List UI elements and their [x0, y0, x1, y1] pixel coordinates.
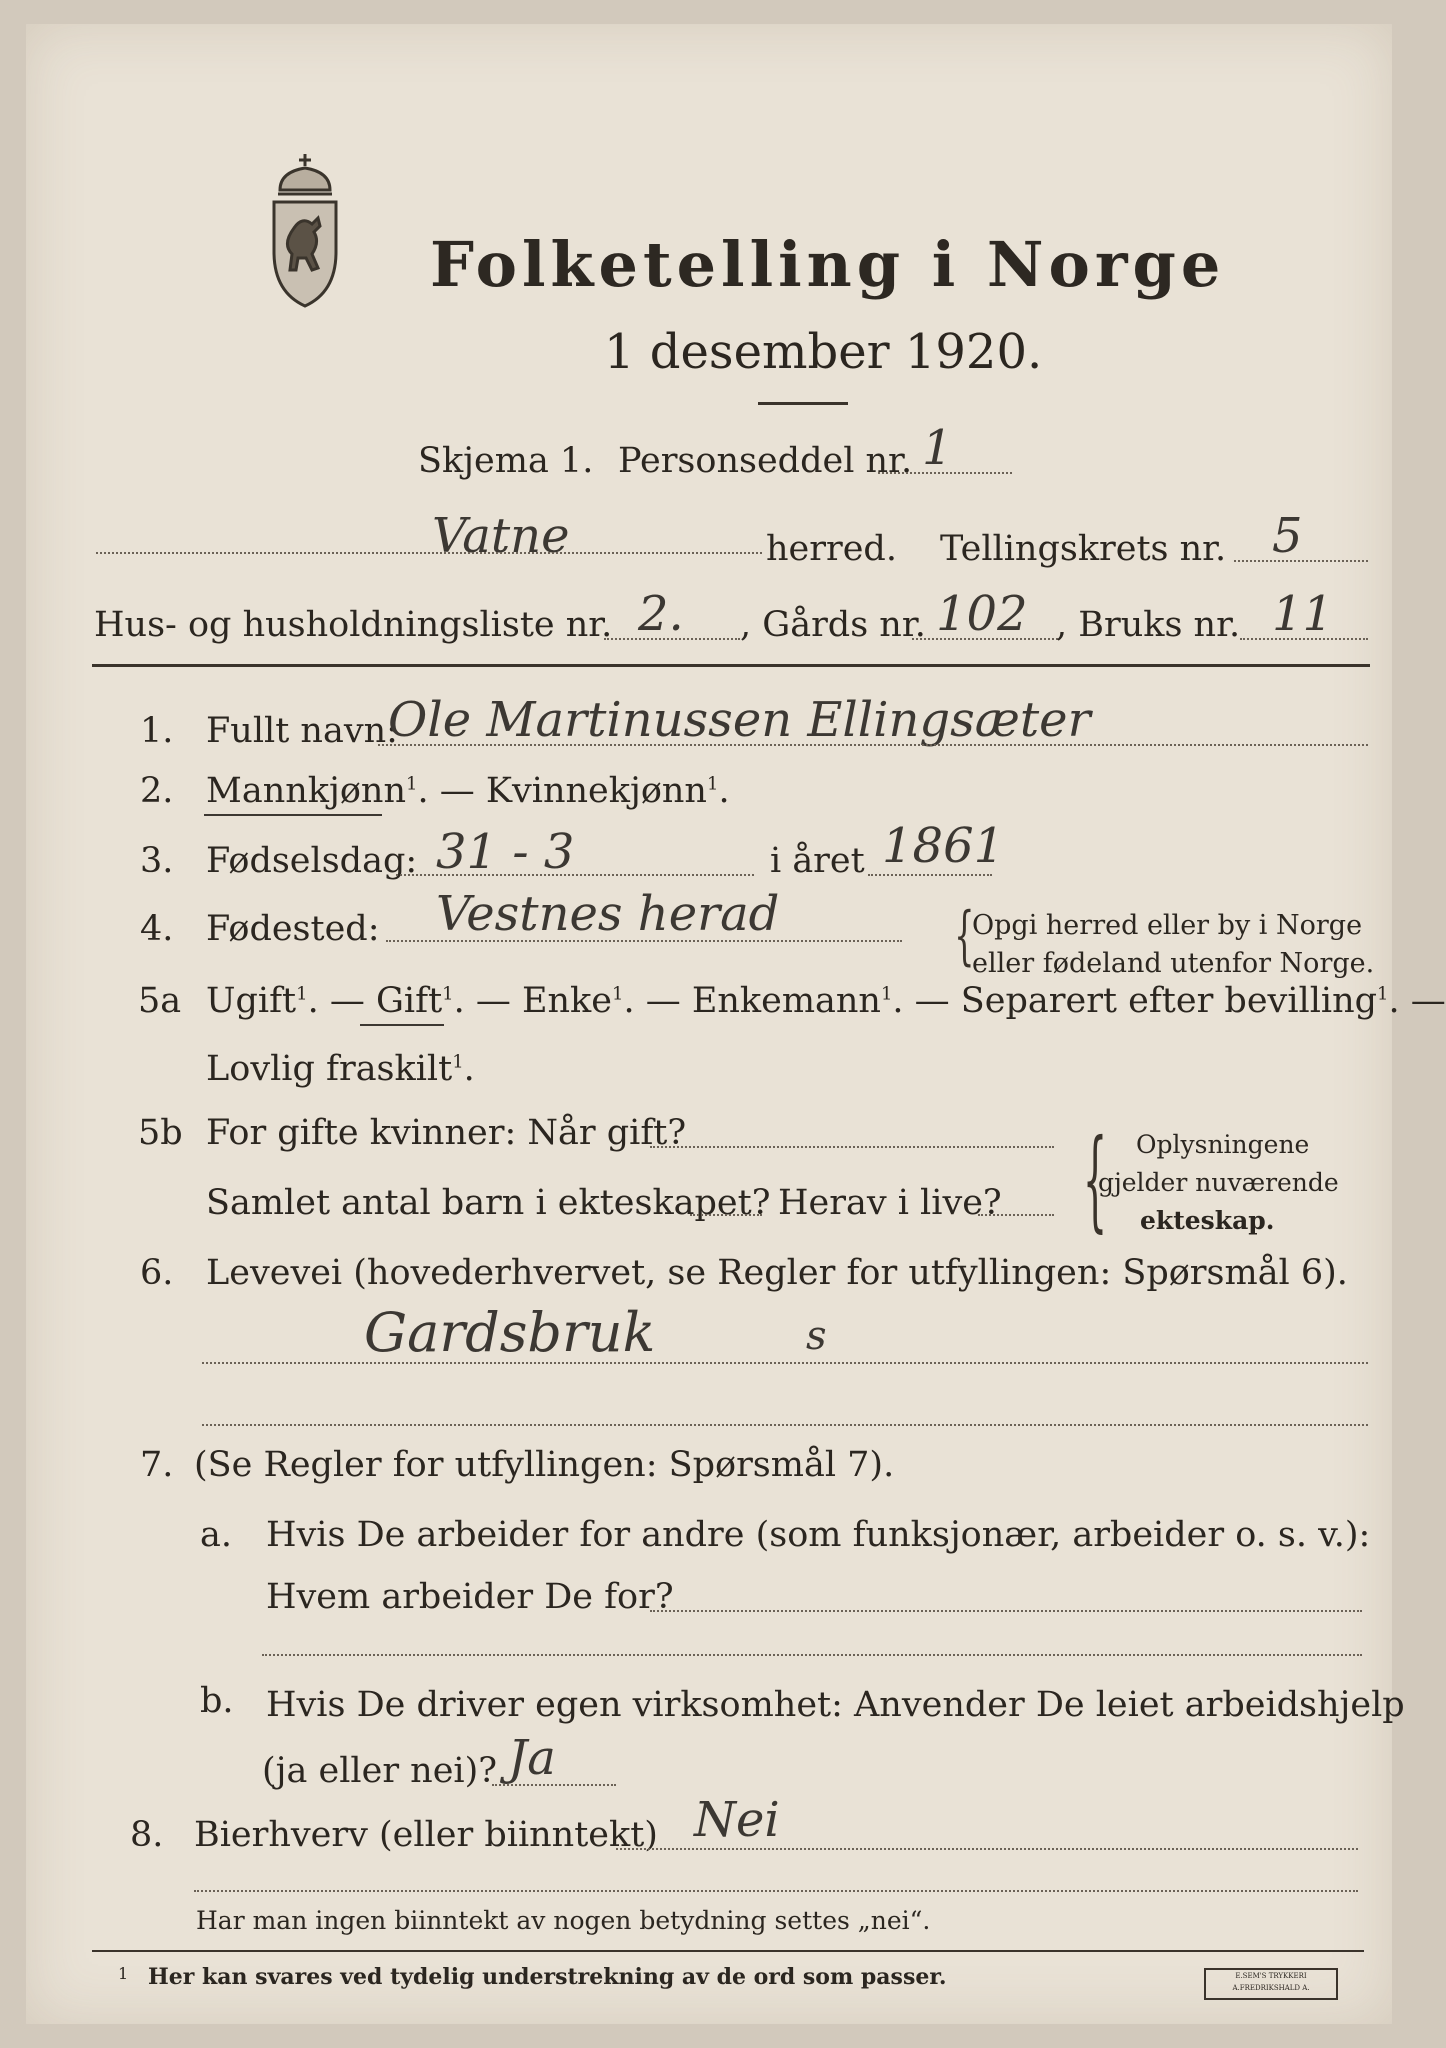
- q7a-line1: Hvis De arbeider for andre (som funksjonær, arbeider o. s. v.):: [266, 1515, 1371, 1555]
- q5b-line1: For gifte kvinner: Når gift?: [206, 1113, 687, 1153]
- q5a-sup-2: 1: [442, 983, 454, 1005]
- q5a-gift[interactable]: Gift: [375, 981, 443, 1021]
- q5a-separert[interactable]: . — Separert efter bevilling: [892, 981, 1378, 1021]
- q6-occupation-mark: s: [806, 1313, 827, 1359]
- q2-kvinnekjonn[interactable]: . — Kvinnekjønn: [417, 771, 707, 811]
- personseddel-dots: [878, 472, 1012, 474]
- q3-dots: [396, 874, 754, 876]
- q4-dots: [386, 940, 902, 942]
- q5a-sup-4: 1: [880, 983, 893, 1005]
- q5b-note-line1: Oplysningene: [1136, 1130, 1310, 1159]
- q3-number: 3.: [140, 841, 174, 881]
- q5a-sup-6: 1: [452, 1051, 464, 1073]
- q3-birth-year[interactable]: 1861: [882, 818, 1005, 874]
- header-divider: [92, 664, 1370, 667]
- skjema-label: Skjema 1.: [418, 441, 594, 481]
- q7a-dots-2: [262, 1654, 1362, 1656]
- bruks-label: , Bruks nr.: [1056, 605, 1241, 645]
- q4-birthplace[interactable]: Vestnes herad: [436, 886, 780, 942]
- q5b-married-dots: [650, 1146, 1054, 1148]
- printer-line1: E.SEM'S TRYKKERI: [1235, 1972, 1307, 1980]
- tellingskrets-dots: [1234, 560, 1368, 562]
- q5b-note-line2: gjelder nuværende: [1098, 1168, 1339, 1197]
- hus-label: Hus- og husholdningsliste nr.: [94, 605, 613, 645]
- title-divider: [758, 402, 848, 405]
- hus-dots: [604, 638, 740, 640]
- footnote-text: Her kan svares ved tydelig understrekning av de ord som passer.: [148, 1964, 947, 1990]
- gards-dots: [912, 638, 1058, 640]
- printer-line2: A.FREDRIKSHALD A.: [1232, 1984, 1310, 1992]
- herred-label: herred.: [766, 529, 897, 569]
- q7b-dots: [492, 1784, 616, 1786]
- hus-value[interactable]: 2.: [638, 586, 684, 642]
- q7b-line1: Hvis De driver egen virksomhet: Anvender De leiet arbeidshjelp: [266, 1685, 1405, 1725]
- q5b-line2: Samlet antal barn i ekteskapet?: [206, 1183, 771, 1223]
- q5b-children-dots: [690, 1214, 762, 1216]
- q5a-enke[interactable]: . — Enke: [453, 981, 612, 1021]
- q6-number: 6.: [140, 1253, 174, 1293]
- q3-year-label: i året: [770, 841, 865, 881]
- q7b-line2: (ja eller nei)?: [262, 1751, 498, 1791]
- q5a-line2: [206, 1049, 475, 1089]
- herred-value[interactable]: Vatne: [432, 508, 570, 564]
- q5a-sep-end: . —: [1388, 981, 1446, 1021]
- q5a-enkemann[interactable]: . — Enkemann: [623, 981, 881, 1021]
- q8-dots-2: [194, 1890, 1358, 1892]
- herred-dots: [96, 552, 762, 554]
- q1-number: 1.: [140, 711, 174, 751]
- q6-dots-1: [202, 1362, 1368, 1364]
- q3-birthday[interactable]: 31 - 3: [436, 824, 575, 880]
- tellingskrets-label: Tellingskrets nr.: [940, 529, 1227, 569]
- census-form-page: [26, 24, 1446, 2024]
- q6-occupation[interactable]: Gardsbruk: [364, 1301, 656, 1364]
- q2-sup-2: 1: [706, 773, 719, 795]
- printer-mark: [1204, 1968, 1338, 2000]
- q4-note-line2: eller fødeland utenfor Norge.: [972, 948, 1375, 979]
- footnote-number: 1: [118, 1964, 129, 1983]
- q4-number: 4.: [140, 909, 174, 949]
- q2-gender: [206, 771, 730, 811]
- q7-label: (Se Regler for utfyllingen: Spørsmål 7).: [194, 1445, 895, 1485]
- tellingskrets-value[interactable]: 5: [1272, 508, 1303, 564]
- q5a-number: 5a: [138, 981, 182, 1021]
- form-date: 1 desember 1920.: [604, 324, 1043, 380]
- q6-dots-2: [202, 1424, 1368, 1426]
- q5b-alive-dots: [978, 1214, 1054, 1216]
- q5a-line2-end: .: [463, 1049, 475, 1089]
- q4-label: Fødested:: [206, 909, 380, 949]
- personseddel-label: Personseddel nr.: [618, 441, 913, 481]
- q5b-note-line3: ekteskap.: [1140, 1206, 1275, 1235]
- bruks-dots: [1240, 638, 1368, 640]
- q7a-dots-1: [650, 1610, 1362, 1612]
- coat-of-arms-icon: [260, 150, 350, 310]
- q2-end: .: [718, 771, 730, 811]
- q2-sup-1: 1: [406, 773, 418, 795]
- footer-divider: [92, 1950, 1364, 1952]
- form-title: Folketelling i Norge: [430, 228, 1226, 301]
- q1-label: Fullt navn:: [206, 711, 398, 751]
- q8-number: 8.: [130, 1815, 164, 1855]
- q1-dots: [378, 744, 1368, 746]
- q2-underline-mannkjonn: [204, 814, 382, 816]
- q5a-sup-1: 1: [296, 983, 308, 1005]
- q7b-letter: b.: [200, 1681, 234, 1721]
- q7a-line2: Hvem arbeider De for?: [266, 1577, 674, 1617]
- q5b-line2-b: Herav i live?: [778, 1183, 1002, 1223]
- q5a-sup-3: 1: [611, 983, 624, 1005]
- q5a-line1: [206, 981, 1446, 1021]
- q5b-brace: {: [1082, 1115, 1108, 1243]
- gards-label: , Gårds nr.: [740, 605, 926, 645]
- q8-label: Bierhverv (eller biinntekt): [194, 1815, 658, 1855]
- q1-full-name[interactable]: Ole Martinussen Ellingsæter: [388, 692, 1091, 748]
- q2-number: 2.: [140, 771, 174, 811]
- q5a-underline-gift: [360, 1024, 444, 1026]
- q5a-ugift[interactable]: Ugift: [206, 981, 297, 1021]
- footer-note: Har man ingen biinntekt av nogen betydning settes „nei“.: [196, 1906, 931, 1935]
- bruks-value[interactable]: 11: [1272, 586, 1334, 642]
- q4-note-line1: Opgi herred eller by i Norge: [972, 910, 1363, 941]
- q8-answer[interactable]: Nei: [694, 1792, 780, 1848]
- q6-label: Levevei (hovederhvervet, se Regler for utfyllingen: Spørsmål 6).: [206, 1253, 1348, 1293]
- q7a-letter: a.: [200, 1515, 232, 1555]
- q2-mannkjonn[interactable]: Mannkjønn: [206, 771, 407, 811]
- q3-year-dots: [868, 874, 992, 876]
- q8-dots-1: [616, 1848, 1358, 1850]
- q7-number: 7.: [140, 1445, 174, 1485]
- q5a-sup-5: 1: [1377, 983, 1389, 1005]
- q5a-lovlig-fraskilt[interactable]: Lovlig fraskilt: [206, 1049, 453, 1089]
- q4-brace: {: [954, 899, 975, 973]
- q5a-sep-1: . —: [307, 981, 376, 1021]
- q7b-answer[interactable]: Ja: [508, 1730, 556, 1786]
- q3-label: Fødselsdag:: [206, 841, 418, 881]
- personseddel-value[interactable]: 1: [922, 420, 953, 476]
- q5b-number: 5b: [138, 1113, 183, 1153]
- gards-value[interactable]: 102: [936, 586, 1028, 642]
